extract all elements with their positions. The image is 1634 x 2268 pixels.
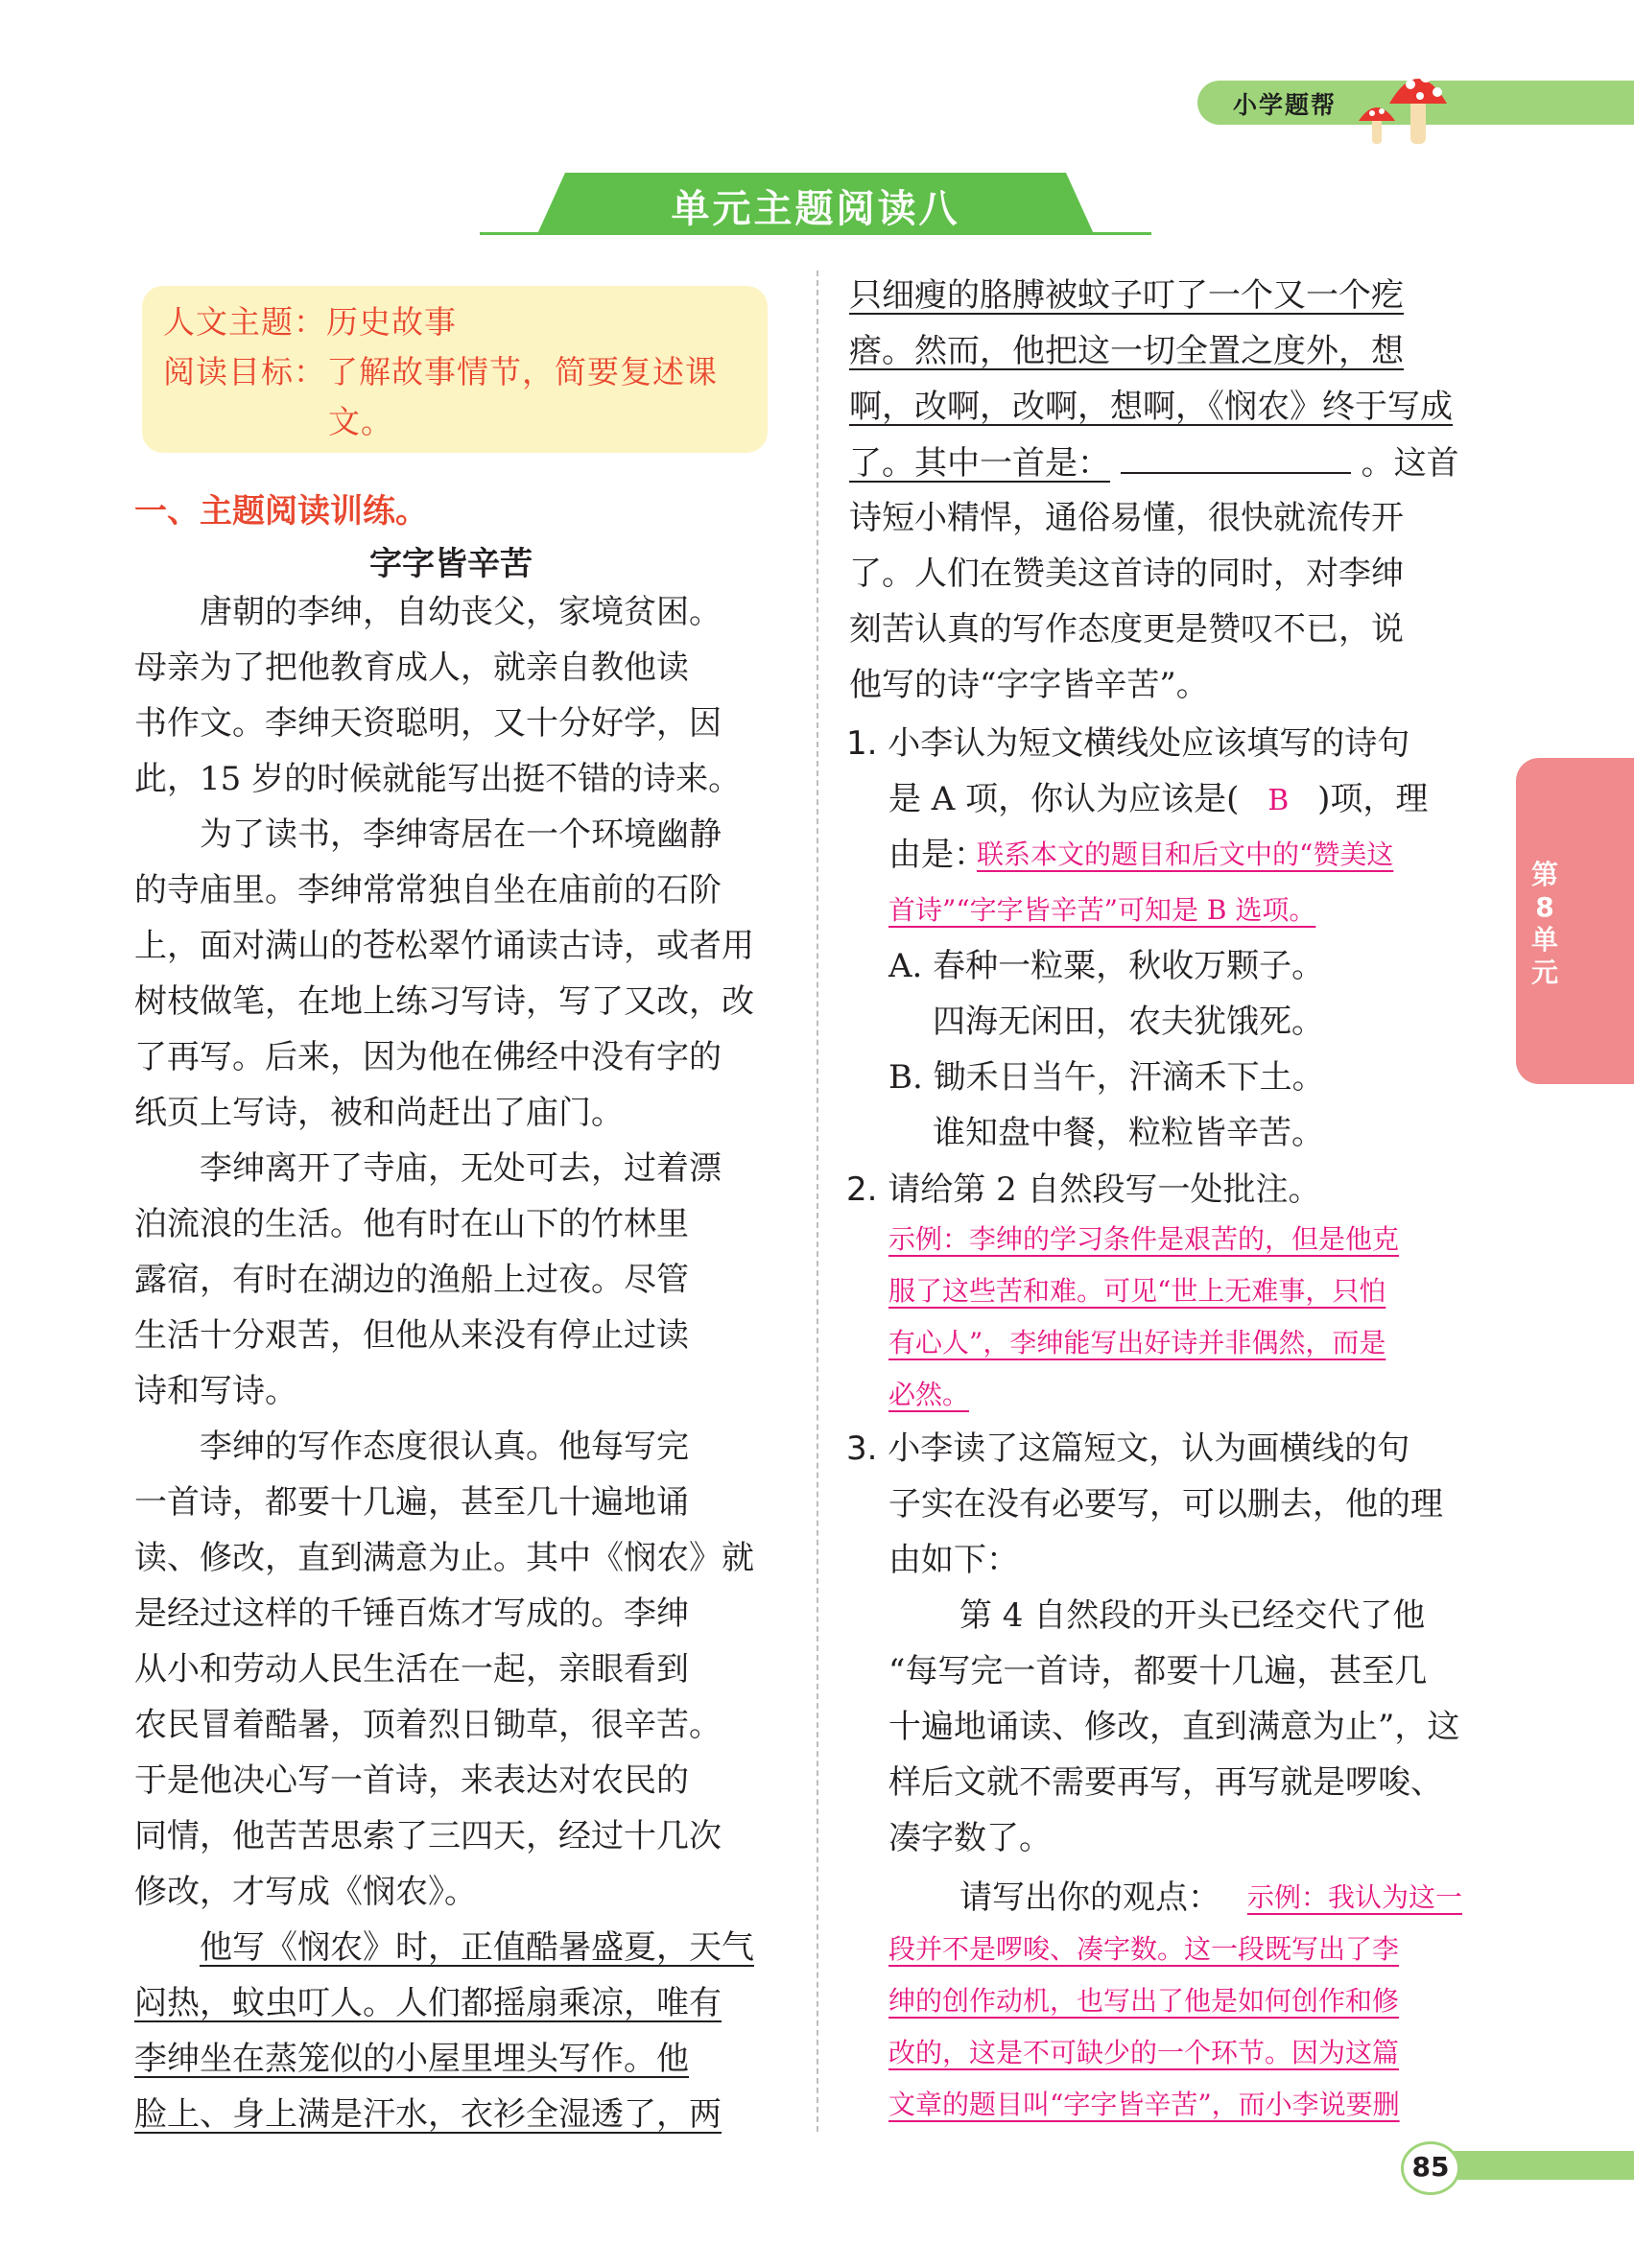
article-line: 泊流浪的生活。他有时在山下的竹林里	[134, 1205, 689, 1243]
option-a: 四海无闲田，农夫犹饿死。	[933, 1003, 1324, 1041]
article-line: 刻苦认真的写作态度更是赞叹不已，说	[849, 610, 1404, 649]
article-line: 同情，他苦苦思索了三四天，经过十几次	[134, 1817, 722, 1855]
underlined-sentence-line: 闷热，蚊虫叮人。人们都摇扇乘凉，唯有	[134, 1984, 722, 2022]
reading-goal-line: 阅读目标：了解故事情节，简要复述课	[163, 353, 718, 390]
theme-line: 人文主题：历史故事	[163, 303, 457, 341]
question-3-quote: 凑字数了。	[888, 1819, 1052, 1857]
poem-blank[interactable]	[1121, 443, 1351, 474]
question-2-answer: 必然。	[888, 1379, 970, 1410]
question-3-answer: 段并不是啰唆、凑字数。这一段既写出了李	[888, 1933, 1400, 1965]
article-line: 纸页上写诗，被和尚赶出了庙门。	[134, 1094, 624, 1132]
question-2-line	[846, 1170, 1321, 1209]
question-2-number: 2.	[846, 1170, 878, 1209]
section-heading: 一、主题阅读训练。	[134, 492, 428, 531]
option-a: A. 春种一粒粟，秋收万颗子。	[888, 947, 1325, 985]
article-line: 上，面对满山的苍松翠竹诵读古诗，或者用	[134, 927, 754, 965]
article-line: 从小和劳动人民生活在一起，亲眼看到	[134, 1650, 689, 1689]
article-line: 诗和写诗。	[134, 1372, 297, 1410]
question-2-answer: 服了这些苦和难。可见“世上无难事，只怕	[888, 1275, 1386, 1307]
question-3-prompt: 请写出你的观点：	[959, 1878, 1220, 1917]
article-line: 书作文。李绅天资聪明，又十分好学，因	[134, 704, 722, 743]
article-line: 一首诗，都要十几遍，甚至几十遍地诵	[134, 1483, 689, 1522]
question-1-line	[846, 724, 1409, 763]
option-b: 谁知盘中餐，粒粒皆辛苦。	[933, 1114, 1324, 1152]
page-title: 单元主题阅读八	[671, 187, 960, 231]
article-line: 为了读书，李绅寄居在一个环境幽静	[200, 815, 722, 854]
column-divider	[817, 271, 818, 2132]
question-1-text: 小李认为短文横线处应该填写的诗句	[888, 724, 1410, 763]
article-line: 修改，才写成《悯农》。	[134, 1873, 477, 1911]
question-1-number: 1.	[846, 724, 878, 763]
question-1-reason: 联系本文的题目和后文中的“赞美这	[977, 839, 1394, 870]
question-3-answer: 绅的创作动机，也写出了他是如何创作和修	[888, 1985, 1400, 2017]
article-line-part: 了。其中一首是：	[849, 444, 1110, 483]
question-3-number: 3.	[846, 1429, 878, 1468]
article-line: 农民冒着酷暑，顶着烈日锄草，很辛苦。	[134, 1706, 722, 1744]
article-line: 唐朝的李绅，自幼丧父，家境贫困。	[200, 593, 722, 631]
article-line: 于是他决心写一首诗，来表达对农民的	[134, 1761, 689, 1800]
reading-goal-line-cont: 文。	[328, 403, 393, 440]
question-3-quote: 样后文就不需要再写，再写就是啰唆、	[888, 1763, 1443, 1802]
question-3-quote: 十遍地诵读、修改，直到满意为止”，这	[888, 1708, 1460, 1746]
article-line-part: 。这首	[1361, 444, 1459, 483]
article-line: 李绅的写作态度很认真。他每写完	[200, 1428, 689, 1466]
underlined-sentence-line: 啊，改啊，改啊，想啊，《悯农》终于写成	[849, 388, 1453, 426]
article-line: 母亲为了把他教育成人，就亲自教他读	[134, 649, 689, 687]
question-3-answer: 文章的题目叫“字字皆辛苦”，而小李说要删	[888, 2089, 1400, 2120]
question-1-answer[interactable]: B	[1267, 784, 1290, 817]
question-1-text: )项，理	[1317, 780, 1429, 818]
article-line: 是经过这样的千锤百炼才写成的。李绅	[134, 1595, 689, 1633]
underlined-sentence-line: 只细瘦的胳膊被蚊子叮了一个又一个疙	[849, 276, 1404, 315]
option-b: B. 锄禾日当午，汗滴禾下土。	[888, 1058, 1325, 1097]
question-1-line: 由是：	[888, 836, 986, 874]
question-3-quote: 第 4 自然段的开头已经交代了他	[959, 1596, 1426, 1635]
article-line: 他写的诗“字字皆辛苦”。	[849, 666, 1209, 704]
article-line: 露宿，有时在湖边的渔船上过夜。尽管	[134, 1261, 689, 1299]
unit-side-tab-label: 第8单元	[1530, 859, 1558, 988]
article-line: 树枝做笔，在地上练习写诗，写了又改，改	[134, 982, 754, 1021]
question-3-line: 子实在没有必要写，可以删去，他的理	[888, 1485, 1443, 1524]
question-2-text: 请给第 2 自然段写一处批注。	[888, 1170, 1321, 1209]
question-1-reason: 首诗”“字字皆辛苦”可知是 B 选项。	[888, 894, 1316, 926]
article-line: 读、修改，直到满意为止。其中《悯农》就	[134, 1539, 754, 1577]
question-2-answer: 有心人”，李绅能写出好诗并非偶然，而是	[888, 1327, 1386, 1358]
question-2-answer: 示例：李绅的学习条件是艰苦的，但是他克	[888, 1223, 1400, 1255]
question-3-answer: 示例：我认为这一	[1247, 1881, 1463, 1913]
brand-label: 小学题帮	[1233, 91, 1338, 119]
theme-box	[142, 286, 768, 453]
underlined-sentence-line: 瘩。然而，他把这一切全置之度外，想	[849, 332, 1404, 370]
article-line: 了。人们在赞美这首诗的同时，对李绅	[849, 555, 1404, 593]
article-line: 诗短小精悍，通俗易懂，很快就流传开	[849, 499, 1404, 537]
question-1-line	[888, 780, 1428, 820]
underlined-sentence-line: 他写《悯农》时，正值酷暑盛夏，天气	[200, 1928, 754, 1967]
question-3-text: 小李读了这篇短文，认为画横线的句	[888, 1429, 1410, 1468]
article-line	[849, 443, 1459, 483]
underlined-sentence-line: 脸上、身上满是汗水，衣衫全湿透了，两	[134, 2095, 722, 2134]
underlined-sentence-line: 李绅坐在蒸笼似的小屋里埋头写作。他	[134, 2040, 689, 2078]
page-number: 85	[1411, 2151, 1450, 2183]
article-line: 李绅离开了寺庙，无处可去，过着漂	[200, 1149, 722, 1188]
question-3-quote: “每写完一首诗，都要十几遍，甚至几	[888, 1652, 1428, 1690]
article-line: 了再写。后来，因为他在佛经中没有字的	[134, 1038, 722, 1076]
question-1-text: 是 A 项，你认为应该是(	[888, 780, 1240, 818]
article-line: 此，15 岁的时候就能写出挺不错的诗来。	[134, 760, 742, 798]
question-3-line: 由如下：	[888, 1541, 1019, 1579]
article-line: 的寺庙里。李绅常常独自坐在庙前的石阶	[134, 871, 722, 910]
question-3-line	[846, 1429, 1409, 1468]
article-line: 生活十分艰苦，但他从来没有停止过读	[134, 1316, 689, 1355]
question-3-answer: 改的，这是不可缺少的一个环节。因为这篇	[888, 2037, 1400, 2068]
mushroom-icon	[1351, 58, 1466, 154]
article-title: 字字皆辛苦	[369, 545, 533, 583]
